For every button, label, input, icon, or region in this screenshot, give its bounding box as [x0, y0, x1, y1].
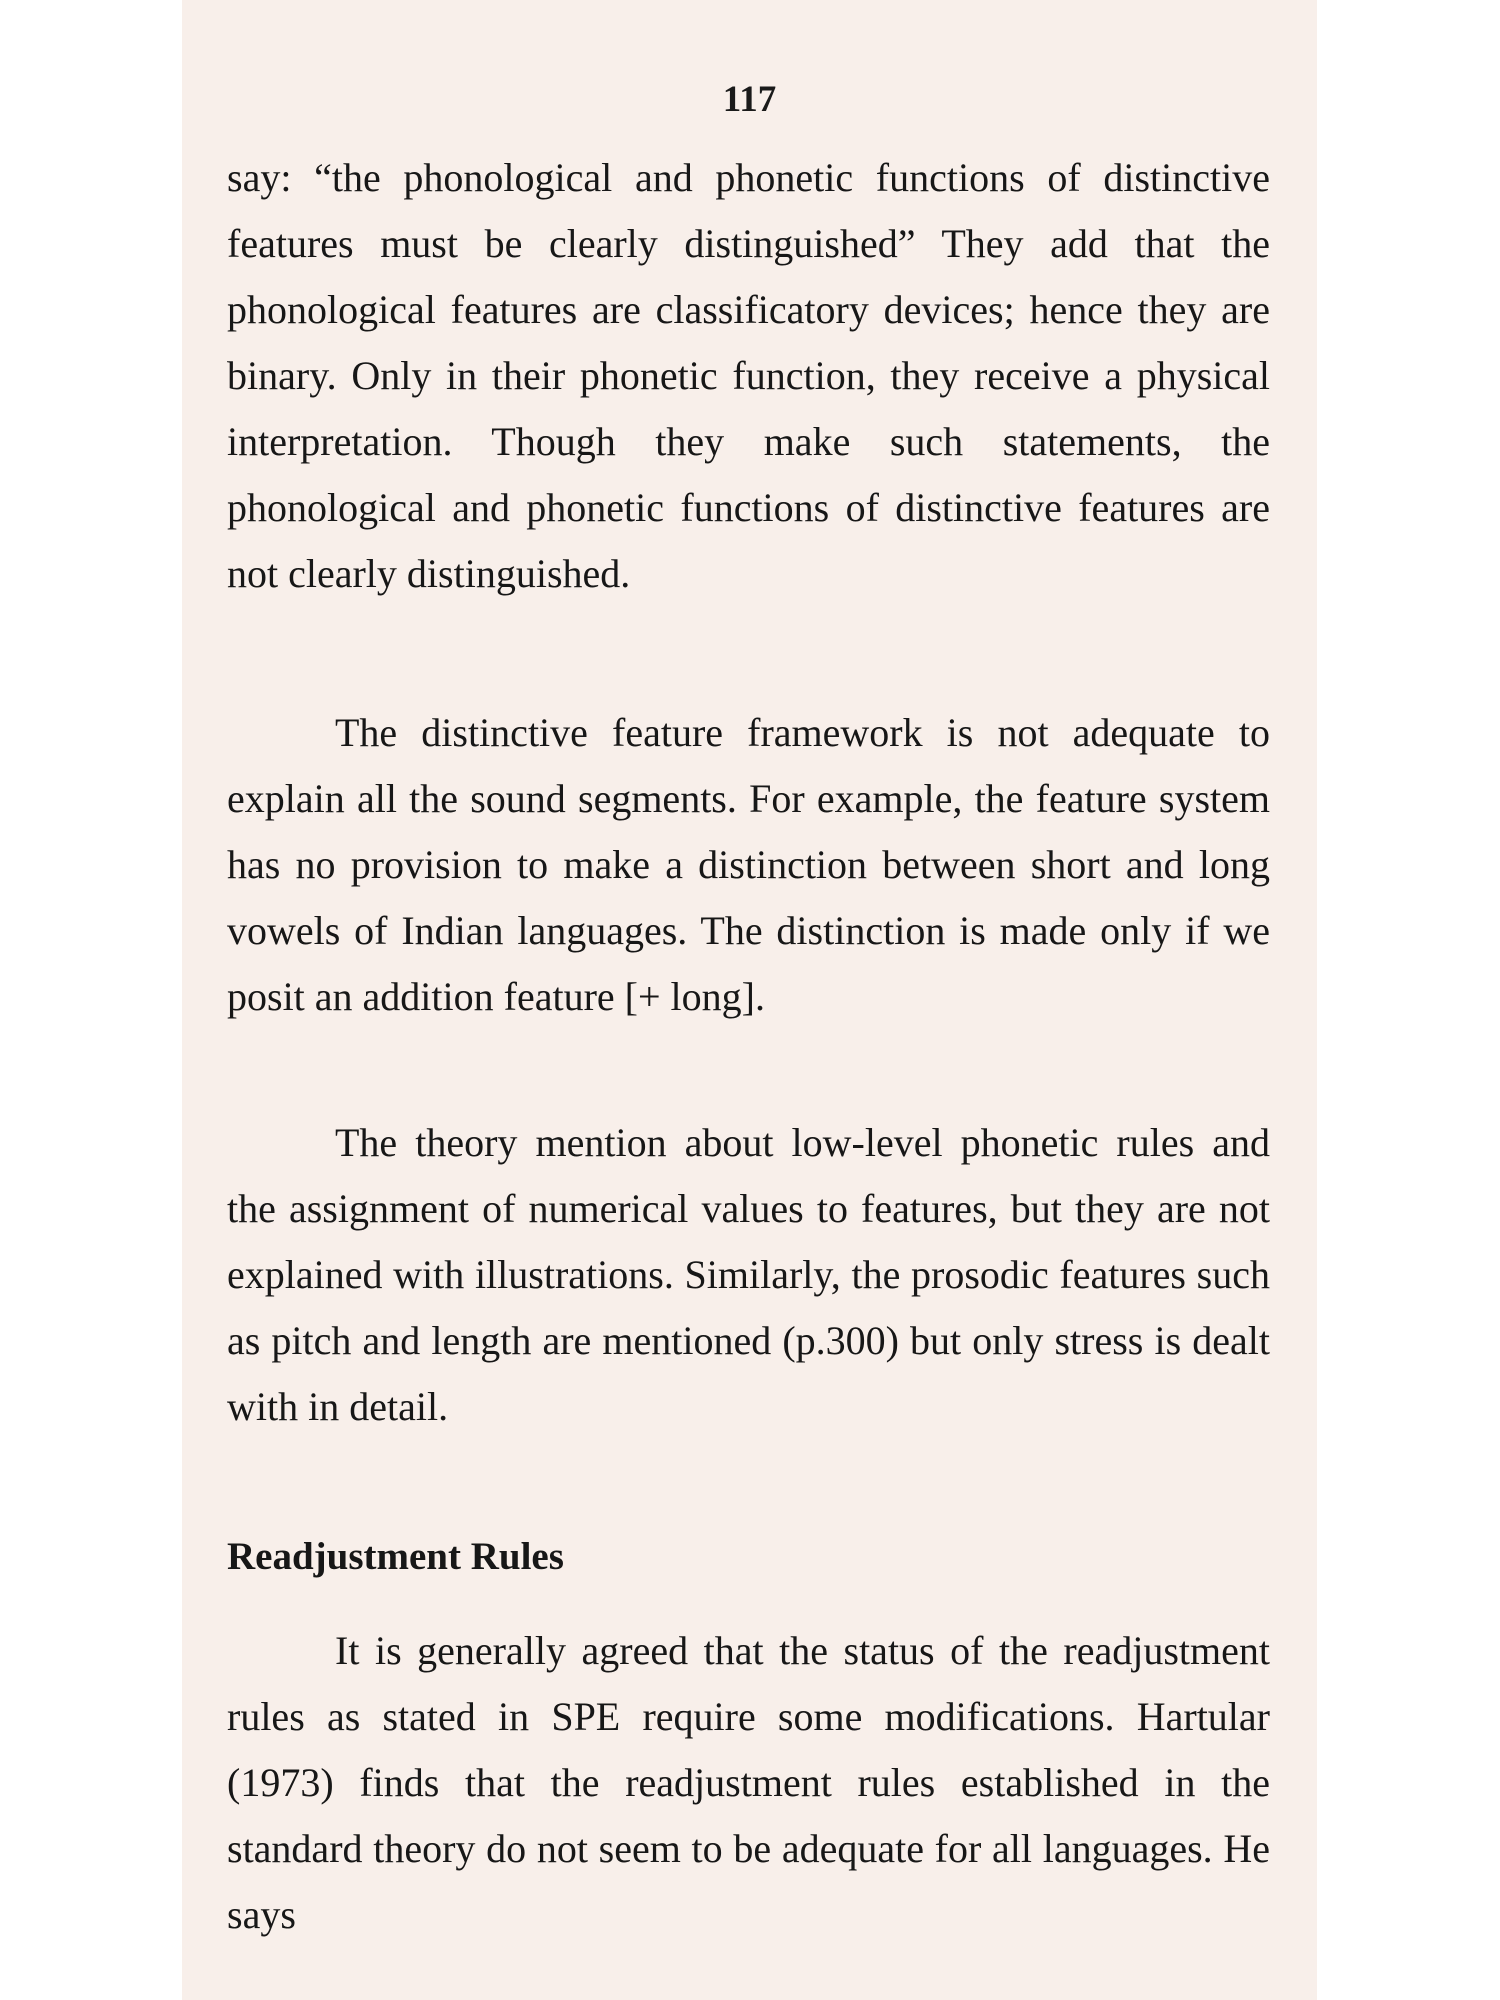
paragraph-1: say: “the phonological and phonetic functions of distinctive features must be clearly distinguished” They add that the phonological features are classificatory devices; hence they are binary. Only in their phonetic function, they receive a physical interpretation. Though they make such statements, the phonological and phonetic functions of distinctive features are not clearly distinguished. — [227, 155, 1270, 596]
paragraph-3: The theory mention about low-level phonetic rules and the assignment of numerical values to features, but they are not explained with illustrations. Similarly, the prosodic features such as pitch and length are mentioned (p.300) but only stress is dealt with in detail. — [227, 1120, 1270, 1429]
section-heading: Readjustment Rules — [227, 1535, 564, 1578]
paragraph-2: The distinctive feature framework is not adequate to explain all the sound segments. For example, the feature system has no provision to make a distinction between short and long vowels of Indian languages. The distinction is made only if we posit an addition feature [+ long]. — [227, 710, 1270, 1019]
book-page — [182, 0, 1317, 2000]
page-number: 117 — [722, 79, 777, 120]
paragraph-4: It is generally agreed that the status of the readjustment rules as stated in SPE require some modifications. Hartular (1973) finds that the readjustment rules established in the standard theory do not seem to be adequate for all languages. He says — [227, 1628, 1270, 1937]
